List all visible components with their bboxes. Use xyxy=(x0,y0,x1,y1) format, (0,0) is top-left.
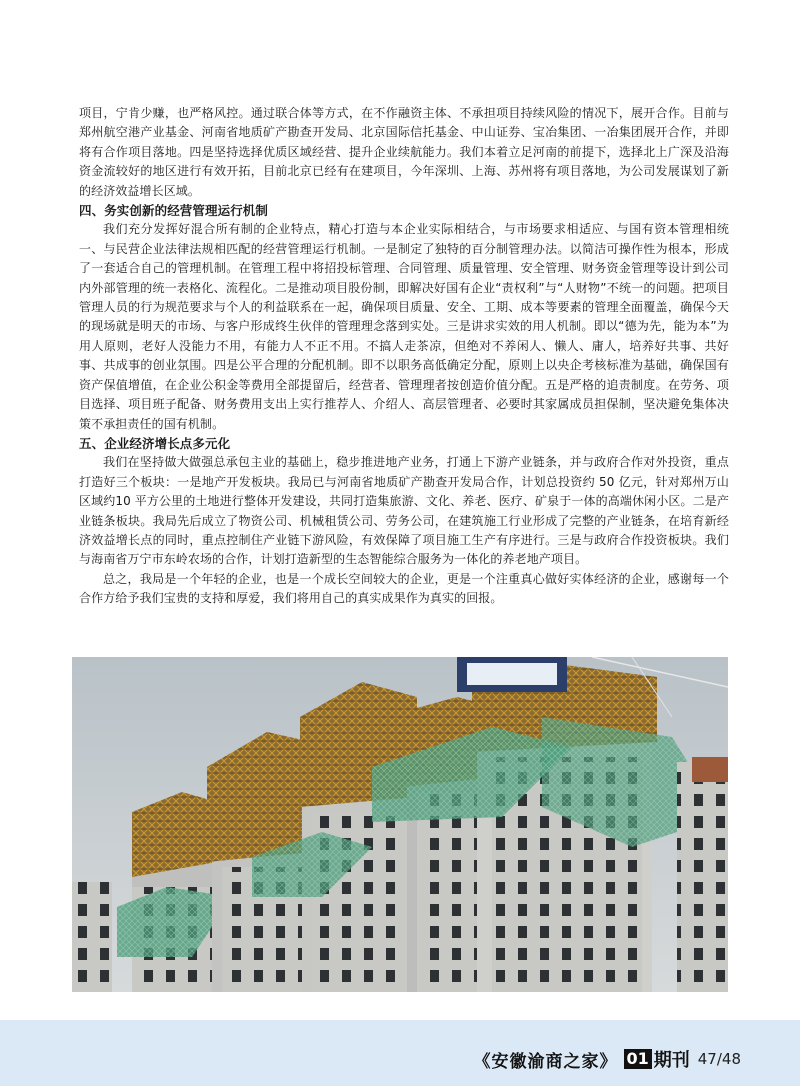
section-heading-4: 四、务实创新的经营管理运行机制 xyxy=(79,203,269,219)
article-body xyxy=(79,104,729,609)
section-heading-5: 五、企业经济增长点多元化 xyxy=(79,435,231,451)
construction-site-photo xyxy=(72,657,728,992)
page-number: 47/48 xyxy=(697,1050,741,1068)
paragraph-continued: 项目，宁肯少赚，也严格风控。通过联合体等方式，在不作融资主体、不承担项目持续风险的情况下，展开合作。目前与郑州航空港产业基金、河南省地质矿产勘查开发局、北京国际信托基金、中山证券、宝冶集团、一冶集团展开合作，并即将有合作项目落地。四是坚持选择优质区域经营、提升企业续航能力。我们本着立足河南的前提下，选择北上广深及沿海资金流较好的地区进行有效开拓，目前北京已经有在建项目，今年深圳、上海、苏州将有项目落地，为公司发展谋划了新的经济效益增长区域。 xyxy=(79,106,729,198)
issue-number: 01 xyxy=(624,1049,652,1069)
paragraph-management: 我们充分发挥好混合所有制的企业特点，精心打造与本企业实际相结合，与市场要求相适应、与国有资本管理相统一、与民营企业法律法规相匹配的经营管理运行机制。一是制定了独特的百分制管理办法。以简洁可操作性为根本，形成了一套适合自己的管理机制。在管理工程中将招投标管理、合同管理、质量管理、安全管理、财务资金管理等设计到公司内外部管理的统一表格化、流程化。二是推动项目股份制，即解决好国有企业“责权利”与“人财物”不统一的问题。把项目管理人员的行为规范要求与个人的利益联系在一起，确保项目质量、安全、工期、成本等要素的管理全面覆盖，确保今天的现场就是明天的市场、与客户形成终生伙伴的管理理念落到实处。三是讲求实效的用人机制。即以“德为先，能为本”为用人原则，老好人没能力不用，有能力人不正不用。不搞人走茶凉，但绝对不养闲人、懒人、庸人，培养好共事、共好事、共成事的创业氛围。四是公平合理的分配机制。即不以职务高低确定分配，原则上以央企考核标准为基础，确保国有资产保值增值，在企业公积金等费用全部提留后，经营者、管理理者按创造价值分配。五是严格的追责制度。在劳务、项目选择、项目班子配备、财务费用支出上实行推荐人、介绍人、高层管理者、必要时其家属成员担保制，坚决避免集体决策不承担责任的国有机制。 xyxy=(79,222,729,431)
building-illustration xyxy=(72,657,728,992)
paragraph-conclusion: 总之，我局是一个年轻的企业，也是一个成长空间较大的企业，更是一个注重真心做好实体经济的企业，感谢每一个合作方给予我们宝贵的支持和厚爱，我们将用自己的真实成果作为真实的回报。 xyxy=(79,571,729,606)
paragraph-growth: 我们在坚持做大做强总承包主业的基础上，稳步推进地产业务，打通上下游产业链条，并与政府合作对外投资，重点打造好三个板块：一是地产开发板块。我局已与河南省地质矿产勘查开发局合作，计划总投资约 50 亿元，针对郑州万山区域约10 平方公里的土地进行整体开发建设，共同打造集旅游、文化、养老、医疗、矿泉于一体的高端休闲小区。二是产业链条板块。我局先后成立了物资公司、机械租赁公司、劳务公司，在建筑施工行业形成了完整的产业链条，在培育新经济效益增长点的同时，重点控制住产业链下游风险，有效保障了项目施工生产有序进行。三是与政府合作投资板块。我们与海南省万宁市东岭农场的合作，计划打造新型的生态智能综合服务为一体化的养老地产项目。 xyxy=(79,455,729,567)
magazine-name: 《安徽渝商之家》 xyxy=(473,1051,618,1072)
page-footer xyxy=(474,1046,742,1072)
issue-label: 期刊 xyxy=(653,1050,690,1071)
